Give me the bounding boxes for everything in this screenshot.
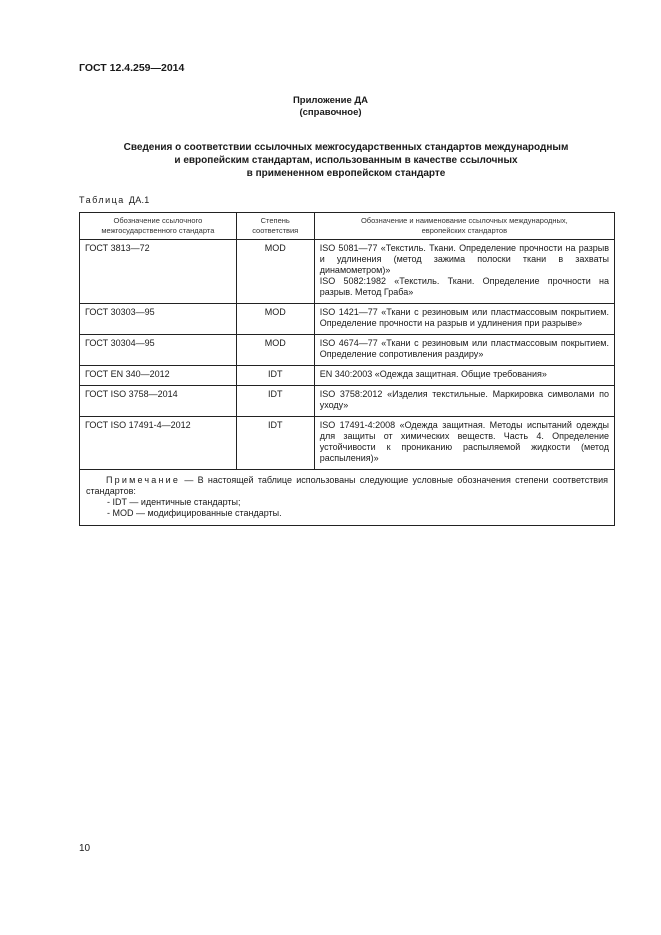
title-line-3: в примененном европейском стандарте: [246, 168, 446, 179]
annex-label: Приложение ДА: [292, 95, 369, 106]
annex-kind: (справочное): [299, 107, 362, 118]
note-lead: Примечание: [106, 475, 181, 485]
cell-standard: ГОСТ 30303—95: [80, 304, 237, 335]
table-label: [79, 195, 150, 205]
cell-degree: IDT: [236, 386, 314, 417]
table-row: [80, 417, 615, 470]
page-number: 10: [79, 843, 91, 854]
note-item-mod: - MOD — модифицированные стандарты.: [107, 508, 282, 518]
table-row: [80, 335, 615, 366]
cell-degree: MOD: [236, 304, 314, 335]
cell-reference: ISO 3758:2012 «Изделия текстильные. Маркировка символами по уходу»: [314, 386, 614, 417]
correspondence-table: [79, 212, 615, 526]
table-row: [80, 304, 615, 335]
cell-reference: ISO 5081—77 «Текстиль. Ткани. Определение прочности на разрыв и удлинения (метод зажима полоски ткани в захваты динамометром)» ISO 5082:1982 «Текстиль. Ткани. Определение прочности на разрыв. Метод Граба»: [314, 240, 614, 304]
cell-standard: ГОСТ 3813—72: [80, 240, 237, 304]
cell-reference: ISO 4674—77 «Ткани с резиновым или пластмассовым покрытием. Определение сопротивления раздиру»: [314, 335, 614, 366]
standard-code: ГОСТ 12.4.259—2014: [79, 62, 185, 74]
section-title: [60, 141, 632, 180]
cell-degree: IDT: [236, 366, 314, 386]
table-header-row: [80, 213, 615, 240]
cell-standard: ГОСТ ISO 17491-4—2012: [80, 417, 237, 470]
title-line-2: и европейским стандартам, использованным в качестве ссылочных: [174, 155, 518, 166]
note-text: [86, 475, 608, 497]
cell-reference: ISO 1421—77 «Ткани с резиновым или пластмассовым покрытием. Определение прочности на разрыв и удлинения при разрыве»: [314, 304, 614, 335]
cell-reference: EN 340:2003 «Одежда защитная. Общие требования»: [314, 366, 614, 386]
table-row: [80, 386, 615, 417]
cell-reference: ISO 17491-4:2008 «Одежда защитная. Методы испытаний одежды для защиты от химических веществ. Часть 4. Определение устойчивости к прониканию распыляемой жидкости (метод распыления)»: [314, 417, 614, 470]
column-header-standard: Обозначение ссылочного межгосударственного стандарта: [80, 213, 237, 240]
cell-standard: ГОСТ ISO 3758—2014: [80, 386, 237, 417]
note-body: — В настоящей таблице использованы следующие условные обозначения степени соответствия стандартов:: [86, 475, 608, 496]
table-note-row: [80, 470, 615, 526]
cell-degree: IDT: [236, 417, 314, 470]
table-label-word: Таблица: [79, 195, 125, 205]
cell-standard: ГОСТ EN 340—2012: [80, 366, 237, 386]
title-line-1: Сведения о соответствии ссылочных межгосударственных стандартов международным: [123, 142, 569, 153]
annex-heading: [0, 95, 661, 119]
column-header-reference: Обозначение и наименование ссылочных международных, европейских стандартов: [314, 213, 614, 240]
table-label-number: ДА.1: [128, 195, 150, 205]
table-note: [80, 470, 615, 526]
cell-degree: MOD: [236, 240, 314, 304]
cell-degree: MOD: [236, 335, 314, 366]
table-row: [80, 366, 615, 386]
cell-standard: ГОСТ 30304—95: [80, 335, 237, 366]
column-header-degree: Степень соответствия: [236, 213, 314, 240]
table-row: [80, 240, 615, 304]
note-item-idt: - IDT — идентичные стандарты;: [107, 497, 241, 507]
